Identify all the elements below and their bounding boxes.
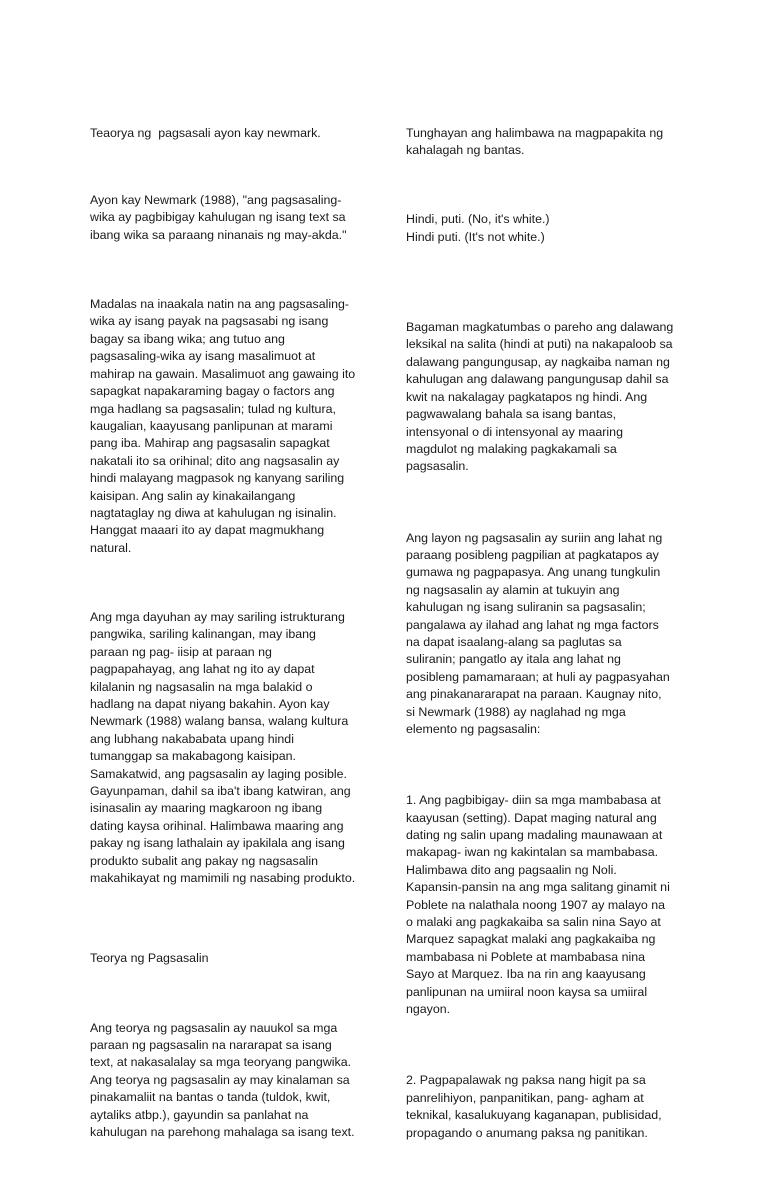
- left-column: [90, 90, 375, 1176]
- paragraph-foreign-structures: Ang mga dayuhan ay may sariling istrukturang pangwika, sariling kalinangan, may ibang paraan ng pag- iisip at paraan ng pagpapahayag, ang lahat ng ito ay dapat kilalanin ng nagsasalin na mga balakid o hadlang na dapat niyang bakahin. Ayon kay Newmark (1988) walang bansa, walang kultura ang lubhang nakababata upang hindi tumanggap sa makabagong kaisipan. Samakatwid, ang pagsasalin ay laging posible. Gayunpaman, dahil sa iba't ibang katwiran, ang isinasalin ay maaring magkaroon ng ibang dating kaysa orihinal. Halimbawa maaring ang pakay ng isang lathalain ay ipakilala ang isang produkto subalit ang pakay ng nagsasalin makahikayat ng mamimili ng nasabing produkto.: [90, 609, 356, 886]
- section-title: Teaorya ng pagsasali ayon kay newmark.: [90, 125, 321, 140]
- right-column: [406, 90, 696, 1177]
- paragraph-teorya: Ang teorya ng pagsasalin ay nauukol sa mga paraan ng pagsasalin na nararapat sa isang text, at nakasalalay sa mga teoryang pangwika. Ang teorya ng pagsasalin ay may kinalaman sa pinakamaliit na bantas o tanda (tuldok, kwit, aytaliks atbp.), gayundin sa panlahat na kahulugan na parehong mahalaga sa isang text.: [90, 1020, 355, 1139]
- list-item-2: 2. Pagpapalawak ng paksa nang higit pa sa panrelihiyon, panpanitikan, pang- agham at teknikal, kasalukuyang kaganapan, publisidad, propagando o anumang paksa ng panitikan.: [406, 1073, 662, 1140]
- section-heading-teorya: Teorya ng Pagsasalin: [90, 951, 209, 966]
- newmark-quote: Ayon kay Newmark (1988), "ang pagsasaling- wika ay pagbibigay kahulugan ng isang text sa ibang wika sa paraang ninanais ng may-akda.": [90, 193, 347, 242]
- paragraph-bantas-intro: Tunghayan ang halimbawa na magpapakita ng kahalagah ng bantas.: [406, 125, 664, 158]
- paragraph-translation-difficulty: Madalas na inaakala natin na ang pagsasaling- wika ay isang payak na pagsasabi ng isang bagay sa ibang wika; ang tutuo ang pagsasaling-wika ay isang masalimuot at mahirap na gawain. Masalimuot ang gawaing ito sapagkat napakaraming bagay o factors ang mga hadlang sa pagsasalin; tulad ng kultura, kaugalian, kaayusang panlipunan at marami pang iba. Mahirap ang pagsasalin sapagkat nakatali ito sa orihinal; dito ang nagsasalin ay hindi malayang magpasok ng kanyang sariling kaisipan. Ang salin ay kinakailangang nagtataglay ng diwa at kahulugan ng isinalin. Hanggat maaari ito ay dapat magmukhang natural.: [90, 297, 356, 555]
- punctuation-examples: Hindi, puti. (No, it's white.) Hindi puti. (It's not white.): [406, 212, 550, 244]
- paragraph-layon: Ang layon ng pagsasalin ay suriin ang lahat ng paraang posibleng pagpilian at pagkatapos ay gumawa ng pagpapasya. Ang unang tungkulin ng nagsasalin ay alamin at tukuyin ang kahulugan ng isang suliranin sa pagsasalin; pangalawa ay ilahad ang lahat ng mga factors na dapat isaalang-alang sa paglutas sa suliranin; pangatlo ay itala ang lahat ng posibleng pamamaraan; at huli ay pagpasyahan ang pinakanararapat na paraan. Kaugnay nito, si Newmark (1988) ay naglahad ng mga elemento ng pagsasalin:: [406, 530, 670, 736]
- list-item-1: 1. Ang pagbibigay- diin sa mga mambabasa at kaayusan (setting). Dapat maging natural ang dating ng salin upang madaling maunawaan at makapag- iwan ng kakintalan sa mambabasa. Halimbawa dito ang pagsaalin ng Noli. Kapansin-pansin na ang mga salitang ginamit ni Poblete na nalathala noong 1907 ay malayo na o malaki ang pagkakaiba sa salin nina Sayo at Marquez sapagkat malaki ang pagkakaiba ng mambabasa ni Poblete at mambabasa nina Sayo at Marquez. Iba na rin ang kaayusang panlipunan na umiiral noon kaysa sa umiiral ngayon.: [406, 793, 670, 1017]
- paragraph-leksikal: Bagaman magkatumbas o pareho ang dalawang leksikal na salita (hindi at puti) na nakapaloob sa dalawang pangungusap, ay nagkaiba naman ng kahulugan ang dalawang pangungusap dahil sa kwit na nakalagay pagkatapos ng hindi. Ang pagwawalang bahala sa isang bantas, intensyonal o di intensyonal ay maaring magdulot ng malaking pagkakamali sa pagsasalin.: [406, 320, 674, 474]
